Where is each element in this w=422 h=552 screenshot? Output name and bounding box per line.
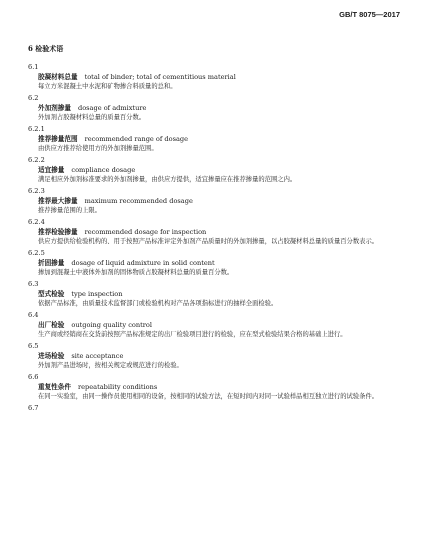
term-entry <box>28 404 400 413</box>
term-chinese: 推荐检验掺量 <box>38 228 78 236</box>
standard-number: GB/T 8075—2017 <box>339 10 400 19</box>
term-chinese: 型式检验 <box>38 290 65 298</box>
term-definition: 满足相应外加剂标准要求的外加剂掺量，由供应方提供，适宜掺量应在推荐掺量的范围之内。 <box>38 176 297 183</box>
term-entry <box>28 342 400 371</box>
clause-number: 6.2.5 <box>28 249 45 257</box>
term-chinese: 进场检验 <box>38 352 65 360</box>
term-definition: 由供应方推荐给使用方的外加剂掺量范围。 <box>38 145 158 152</box>
clause-number: 6.2.3 <box>28 187 45 195</box>
term-chinese: 出厂检验 <box>38 321 65 329</box>
term-chinese: 折固掺量 <box>38 259 65 267</box>
term-english: type inspection <box>71 290 123 298</box>
term-entry <box>28 125 400 154</box>
term-entry <box>28 373 400 402</box>
term-line <box>28 382 400 392</box>
term-chinese: 外加剂掺量 <box>38 104 71 112</box>
term-line <box>28 165 400 175</box>
clause-number: 6.6 <box>28 373 39 381</box>
clause-number: 6.2 <box>28 94 39 102</box>
term-line <box>28 289 400 299</box>
term-line <box>28 227 400 237</box>
term-entry <box>28 63 400 92</box>
term-definition: 掺加到混凝土中液体外加剂的固体物质占胶凝材料总量的质量百分数。 <box>38 269 234 276</box>
term-definition: 每立方米混凝土中水泥和矿物掺合料质量的总和。 <box>38 83 177 90</box>
clause-number: 6.2.1 <box>28 125 45 133</box>
term-english: maximum recommended dosage <box>84 197 193 205</box>
term-line <box>28 258 400 268</box>
term-line <box>28 72 400 82</box>
term-line <box>28 196 400 206</box>
clause-number: 6.1 <box>28 63 39 71</box>
term-entry <box>28 311 400 340</box>
term-line <box>28 134 400 144</box>
clause-number: 6.4 <box>28 311 39 319</box>
term-entry <box>28 187 400 216</box>
term-entry <box>28 156 400 185</box>
term-entry <box>28 249 400 278</box>
term-english: dosage of liquid admixture in solid content <box>71 259 215 267</box>
clause-number: 6.5 <box>28 342 39 350</box>
term-english: repeatability conditions <box>77 383 158 391</box>
term-english: recommended range of dosage <box>84 135 189 143</box>
term-chinese: 胶凝材料总量 <box>38 73 78 81</box>
term-entry <box>28 280 400 309</box>
term-entry <box>28 94 400 123</box>
term-definition: 依据产品标准，由质量技术监督部门或检验机构对产品各项指标进行的抽样全面检验。 <box>38 300 278 307</box>
term-entry <box>28 218 400 247</box>
clause-number: 6.3 <box>28 280 39 288</box>
term-chinese: 重复性条件 <box>38 383 71 391</box>
term-definition: 外加剂产品进场时，按相关规定或规范进行的检验。 <box>38 362 183 369</box>
term-english: dosage of admixture <box>77 104 147 112</box>
term-definition: 推荐掺量范围的上限。 <box>38 207 101 214</box>
term-english: compliance dosage <box>71 166 136 174</box>
term-line <box>28 320 400 330</box>
term-line <box>28 351 400 361</box>
term-list <box>28 63 400 413</box>
clause-number: 6.2.2 <box>28 156 45 164</box>
term-chinese: 适宜掺量 <box>38 166 65 174</box>
term-english: recommended dosage for inspection <box>84 228 207 236</box>
term-definition: 供应方提供给检验机构的、用于按照产品标准评定外加剂产品质量时的外加剂掺量，以占胶凝材料总量的质量百分数表示。 <box>38 238 379 245</box>
term-definition: 外加剂占胶凝材料总量的质量百分数。 <box>38 114 146 121</box>
section-title: 6 检验术语 <box>28 44 64 53</box>
term-english: total of binder; total of cementitious material <box>84 73 236 81</box>
term-definition: 在同一实验室，由同一操作员使用相同的设备，按相同的试验方法，在短时间内对同一试验样品相互独立进行的试验条件。 <box>38 393 379 400</box>
term-chinese: 推荐最大掺量 <box>38 197 78 205</box>
term-definition: 生产商或经销商在交货前按照产品标准规定的出厂检验项目进行的检验，应在型式检验结果合格的基础上进行。 <box>38 331 347 338</box>
term-english: site acceptance <box>71 352 124 360</box>
clause-number: 6.2.4 <box>28 218 45 226</box>
clause-number: 6.7 <box>28 404 39 412</box>
term-line <box>28 103 400 113</box>
term-english: outgoing quality control <box>71 321 152 329</box>
term-chinese: 推荐掺量范围 <box>38 135 78 143</box>
